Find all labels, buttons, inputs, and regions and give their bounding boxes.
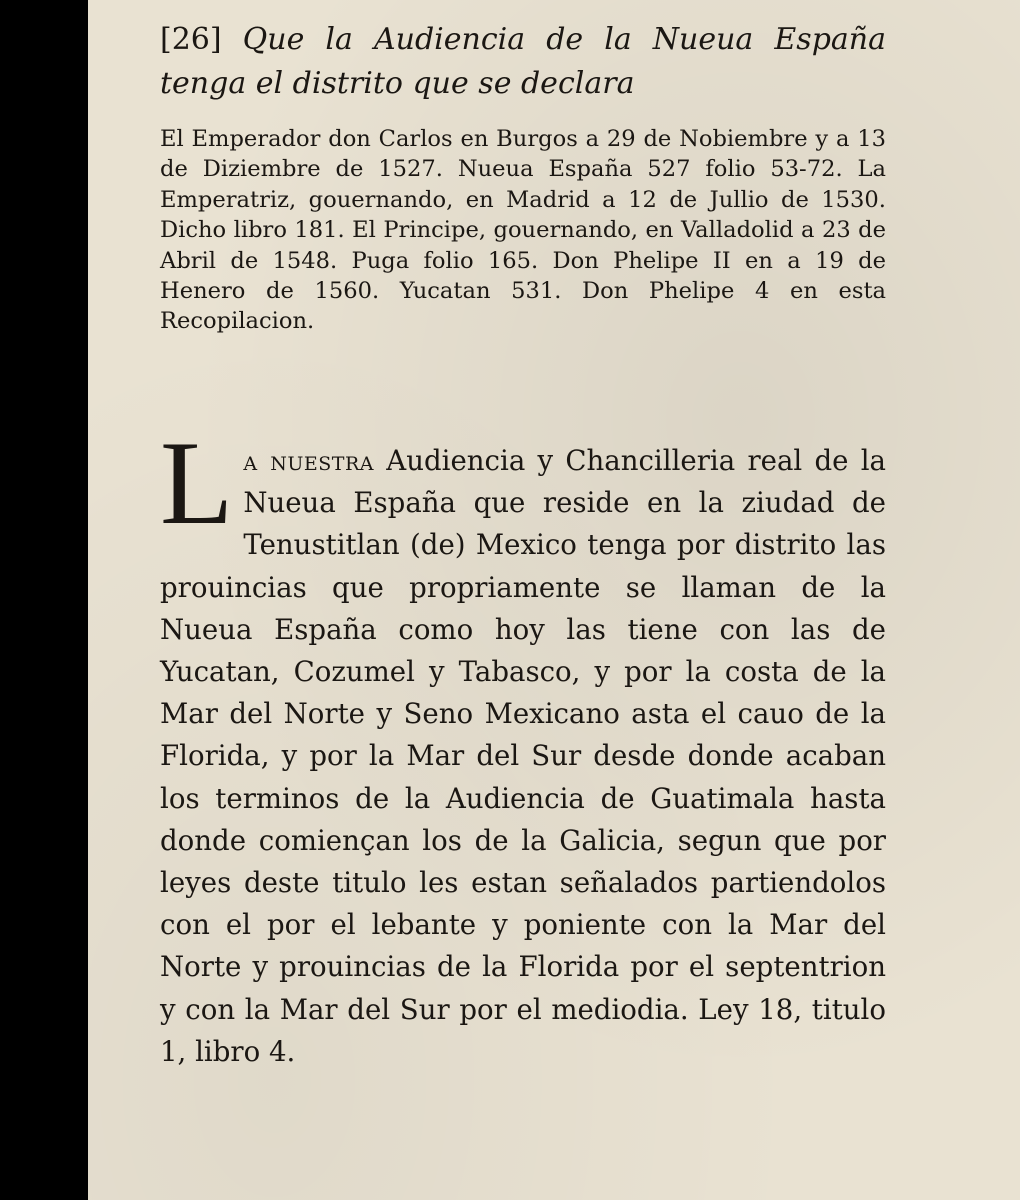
law-title: Que la Audiencia de la Nueua España tenga el distrito que se declara [160, 22, 886, 101]
law-body [160, 416, 886, 1073]
law-text: Audiencia y Chancilleria real de la Nueua España que reside en la ziudad de Tenustitlan (de) Mexico tenga por distrito las prouincias que propriamente se llaman de la Nueua España como hoy las tiene con las de Yucatan, Cozumel y Tabasco, y por la costa de la Mar del Norte y Seno Mexicano asta el cauo de la Florida, y por la Mar del Sur desde donde acaban los terminos de la Audiencia de Guatimala hasta donde comiençan los de la Galicia, segun que por leyes deste titulo les estan señalados partiendolos con el por el lebante y poniente con la Mar del Norte y prouincias de la Florida por el septentrion y con la Mar del Sur por el mediodia. Ley 18, titulo 1, libro 4. [160, 444, 886, 1068]
law-number: [26] [160, 22, 222, 57]
lead-in-smallcaps: a nuestra [243, 444, 375, 477]
law-heading [160, 18, 886, 106]
book-page [88, 0, 1020, 1200]
drop-cap: L [160, 416, 234, 549]
source-citation: El Emperador don Carlos en Burgos a 29 de Nobiembre y a 13 de Diziembre de 1527. Nueua España 527 folio 53-72. La Emperatriz, gouernando, en Madrid a 12 de Jullio de 1530. Dicho libro 181. El Principe, gouernando, en Valladolid a 23 de Abril de 1548. Puga folio 165. Don Phelipe II en a 19 de Henero de 1560. Yucatan 531. Don Phelipe 4 en esta Recopilacion. [160, 126, 886, 335]
